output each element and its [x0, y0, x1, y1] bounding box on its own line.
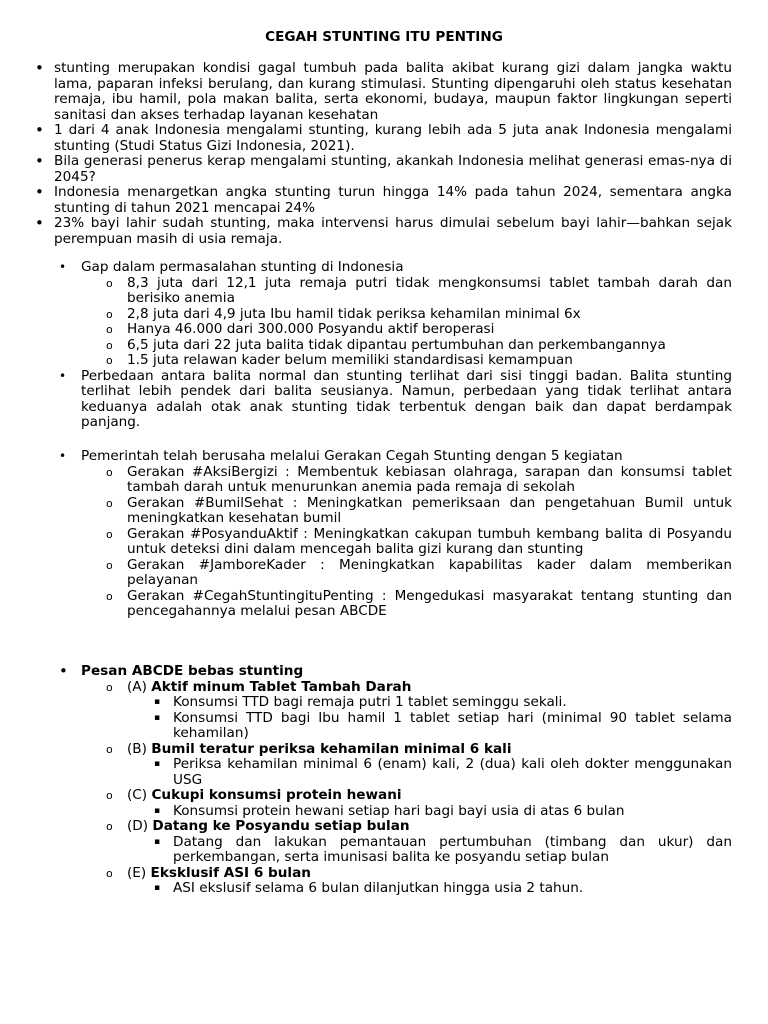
list-item: ▪ ASI ekslusif selama 6 bulan dilanjutkan hingga usia 2 tahun.	[154, 880, 584, 896]
intro-list	[35, 61, 732, 247]
list-item: o (A) Aktif minum Tablet Tambah Darah ▪ Konsumsi TTD bagi remaja putri 1 tablet seminggu sekali. ▪ Konsumsi TTD bagi Ibu hamil 1 tablet setiap hari (minimal 90 tablet selama kehamilan)	[106, 678, 732, 741]
bullet-icon: •	[59, 368, 67, 383]
circle-bullet-icon: o	[106, 680, 113, 694]
list-item: o Gerakan #PosyanduAktif : Meningkatkan cakupan tumbuh kembang balita di Posyandu untuk deteksi dini dalam mencegah balita gizi kurang dan stunting	[106, 525, 732, 557]
circle-bullet-icon: o	[106, 742, 113, 756]
list-item: o (D) Datang ke Posyandu setiap bulan ▪ Datang dan lakukan pemantauan pertumbuhan (timbang dan ukur) dan perkembangan, serta imunisasi balita ke posyandu setiap bulan	[106, 818, 732, 865]
list-item	[59, 369, 732, 431]
list-item: o Gerakan #AksiBergizi : Membentuk kebiasan olahraga, sarapan dan konsumsi tablet tambah darah untuk menurunkan anemia pada remaja di sekolah	[106, 463, 732, 495]
points-list	[149, 757, 732, 788]
abcde-sublist	[103, 680, 732, 897]
list-item: ▪ Konsumsi protein hewani setiap hari bagi bayi usia di atas 6 bulan	[154, 802, 625, 819]
difference-text: Perbedaan antara balita normal dan stunting terlihat dari sisi tinggi badan. Balita stunting terlihat lebih pendek dari balita seusianya. Namun, perbedaan yang tidak terlihat antara keduanya adalah otak anak stunting tidak terbentuk dengan baik dan dapat berdampak panjang.	[81, 367, 732, 430]
points-list	[149, 695, 732, 742]
page-title: CEGAH STUNTING ITU PENTING	[265, 29, 503, 45]
government-list	[59, 449, 732, 620]
bullet-icon: •	[59, 662, 68, 680]
list-item: o 1.5 juta relawan kader belum memiliki standardisasi kemampuan	[106, 352, 573, 368]
list-item: o Hanya 46.000 dari 300.000 Posyandu aktif beroperasi	[106, 321, 495, 337]
circle-bullet-icon: o	[106, 323, 113, 336]
bullet-icon: •	[35, 183, 44, 201]
circle-bullet-icon: o	[106, 276, 113, 290]
list-item: • stunting merupakan kondisi gagal tumbuh pada balita akibat kurang gizi dalam jangka waktu lama, paparan infeksi berulang, dan kurang stimulasi. Stunting dipengaruhi oleh status kesehatan remaja, ibu hamil, pola makan balita, serta ekonomi, budaya, maupun faktor lingkungan seperti sanitasi dan akses terhadap layanan kesehatan	[35, 59, 732, 123]
circle-bullet-icon: o	[106, 866, 113, 880]
circle-bullet-icon: o	[106, 558, 113, 572]
bullet-icon: •	[35, 121, 44, 139]
list-item: o Gerakan #CegahStuntingituPenting : Mengedukasi masyarakat tentang stunting dan pencegahannya melalui pesan ABCDE	[106, 587, 732, 619]
square-bullet-icon: ▪	[154, 883, 161, 893]
abcde-title: Pesan ABCDE bebas stunting	[81, 663, 304, 679]
list-item: • Indonesia menargetkan angka stunting turun hingga 14% pada tahun 2024, sementara angka stunting di tahun 2021 mencapai 24%	[35, 183, 732, 216]
list-item	[59, 664, 732, 897]
list-item: ▪ Periksa kehamilan minimal 6 (enam) kali, 2 (dua) kali oleh dokter menggunakan USG	[154, 756, 732, 788]
list-item: o (E) Eksklusif ASI 6 bulan ▪ ASI ekslusif selama 6 bulan dilanjutkan hingga usia 2 tahun.	[103, 866, 732, 897]
list-item: o 2,8 juta dari 4,9 juta Ibu hamil tidak periksa kehamilan minimal 6x	[106, 305, 581, 322]
government-title: Pemerintah telah berusaha melalui Gerakan Cegah Stunting dengan 5 kegiatan	[81, 448, 623, 464]
bullet-icon: •	[59, 449, 67, 463]
bullet-icon: •	[35, 59, 44, 77]
abcde-list	[59, 664, 732, 897]
list-item: ▪ Datang dan lakukan pemantauan pertumbuhan (timbang dan ukur) dan perkembangan, serta imunisasi balita ke posyandu setiap bulan	[154, 833, 732, 865]
list-item: o 8,3 juta dari 12,1 juta remaja putri tidak mengkonsumsi tablet tambah darah dan berisiko anemia	[106, 274, 732, 306]
list-item: • Bila generasi penerus kerap mengalami stunting, akankah Indonesia melihat generasi emas-nya di 2045?	[35, 152, 732, 185]
bullet-icon: •	[35, 214, 44, 232]
circle-bullet-icon: o	[106, 354, 113, 367]
square-bullet-icon: ▪	[154, 712, 161, 723]
gap-list	[59, 260, 732, 431]
list-item	[59, 260, 732, 369]
points-list	[149, 835, 732, 866]
list-item: o Gerakan #BumilSehat : Meningkatkan pemeriksaan dan pengetahuan Bumil untuk meningkatkan kesehatan bumil	[106, 494, 732, 526]
list-item: o 6,5 juta dari 22 juta balita tidak dipantau pertumbuhan dan perkembangannya	[106, 336, 666, 353]
list-item: ▪ Konsumsi TTD bagi Ibu hamil 1 tablet setiap hari (minimal 90 tablet selama kehamilan)	[154, 709, 732, 741]
square-bullet-icon: ▪	[154, 836, 161, 847]
points-list	[149, 881, 732, 897]
bullet-icon: •	[35, 152, 44, 170]
circle-bullet-icon: o	[106, 496, 113, 510]
gap-sublist	[103, 276, 732, 369]
movement-sublist	[103, 465, 732, 620]
list-item: o (C) Cukupi konsumsi protein hewani ▪ Konsumsi protein hewani setiap hari bagi bayi usia di atas 6 bulan	[103, 788, 732, 819]
circle-bullet-icon: o	[106, 527, 113, 541]
square-bullet-icon: ▪	[154, 759, 161, 769]
circle-bullet-icon: o	[106, 820, 113, 833]
list-item: o (B) Bumil teratur periksa kehamilan minimal 6 kali ▪ Periksa kehamilan minimal 6 (enam) kali, 2 (dua) kali oleh dokter menggunakan USG	[106, 740, 732, 788]
circle-bullet-icon: o	[106, 789, 113, 802]
square-bullet-icon: ▪	[154, 805, 161, 816]
list-item: o Gerakan #JamboreKader : Meningkatkan kapabilitas kader dalam memberikan pelayanan	[106, 556, 732, 588]
list-item: ▪ Konsumsi TTD bagi remaja putri 1 tablet seminggu sekali.	[154, 694, 567, 710]
list-item: • 23% bayi lahir sudah stunting, maka intervensi harus dimulai sebelum bayi lahir—bahkan sejak perempuan masih di usia remaja.	[35, 214, 732, 247]
circle-bullet-icon: o	[106, 465, 113, 479]
bullet-icon: •	[59, 260, 67, 274]
circle-bullet-icon: o	[106, 589, 113, 603]
gap-title: Gap dalam permasalahan stunting di Indonesia	[81, 259, 404, 275]
circle-bullet-icon: o	[106, 338, 113, 352]
list-item: • 1 dari 4 anak Indonesia mengalami stunting, kurang lebih ada 5 juta anak Indonesia mengalami stunting (Studi Status Gizi Indonesia, 2021).	[35, 121, 732, 154]
circle-bullet-icon: o	[106, 307, 113, 321]
list-item	[59, 449, 732, 620]
points-list	[149, 804, 732, 820]
square-bullet-icon: ▪	[154, 697, 161, 707]
